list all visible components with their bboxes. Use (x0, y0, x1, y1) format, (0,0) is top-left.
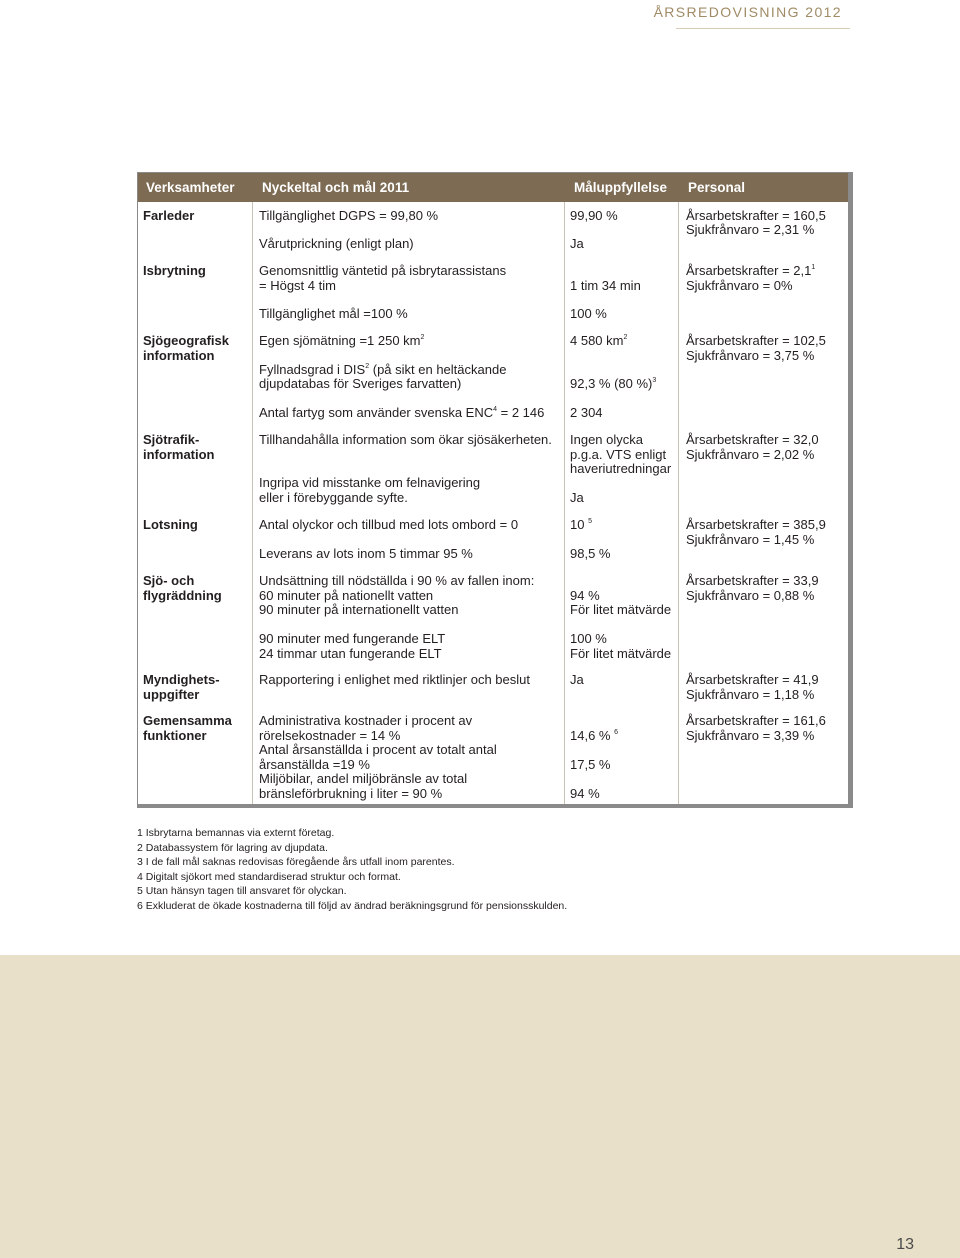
kpi-text: djupdatabas för Sveriges farvatten) (259, 376, 462, 391)
kpi-rest: (på sikt en heltäckande (369, 362, 507, 377)
kpi-text: Vårutprickning (enligt plan) (259, 236, 414, 251)
result-value (570, 377, 656, 392)
result-value: p.g.a. VTS enligt (570, 447, 667, 462)
superscript: 2 (420, 334, 425, 341)
personnel-fte: Årsarbetskrafter = 33,9 (686, 573, 819, 588)
footnote: 4 Digitalt sjökort med standardiserad struktur och format. (137, 870, 401, 883)
personnel-fte (686, 264, 815, 279)
row-label: Sjötrafik- (143, 432, 200, 447)
header-nyckeltal: Nyckeltal och mål 2011 (262, 180, 410, 195)
kpi-text: 60 minuter på nationellt vatten (259, 588, 434, 603)
footnote: 3 I de fall mål saknas redovisas föregående års utfall inom parentes. (137, 856, 455, 869)
kpi-text: årsanställda =19 % (259, 757, 370, 772)
result-value (570, 334, 627, 349)
footnote: 2 Databassystem för lagring av djupdata. (137, 841, 328, 854)
result-value: För litet mätvärde (570, 646, 672, 661)
result-value: 94 % (570, 786, 600, 801)
kpi-text: Antal årsanställda i procent av totalt antal (259, 742, 497, 757)
row-label: Sjögeografisk (143, 333, 229, 348)
kpi-text: Genomsnittlig väntetid på isbrytarassistans (259, 263, 507, 278)
footnote-ref: 1 (811, 264, 816, 271)
footnote-ref: 4 (493, 406, 498, 413)
table-header (138, 173, 848, 202)
result-value: 100 % (570, 631, 607, 646)
result-value: Ja (570, 490, 584, 505)
row-label: Myndighets- (143, 672, 220, 687)
personnel-sickleave: Sjukfrånvaro = 2,02 % (686, 447, 815, 462)
kpi-text: Tillgänglighet mål =100 % (259, 306, 408, 321)
personnel-sickleave: Sjukfrånvaro = 0,88 % (686, 588, 815, 603)
kpi-text: 90 minuter med fungerande ELT (259, 631, 446, 646)
personnel-sickleave: Sjukfrånvaro = 3,39 % (686, 728, 815, 743)
kpi-text (259, 334, 424, 349)
result-value: Ingen olycka (570, 432, 643, 447)
kpi-text: 24 timmar utan fungerande ELT (259, 646, 442, 661)
kpi-text: Administrativa kostnader i procent av (259, 713, 473, 728)
personnel-sickleave: Sjukfrånvaro = 3,75 % (686, 348, 815, 363)
result-value (570, 729, 618, 744)
kpi-table (138, 173, 848, 804)
kpi-text: Leverans av lots inom 5 timmar 95 % (259, 546, 473, 561)
kpi-text: rörelsekostnader = 14 % (259, 728, 401, 743)
result-value: haveriutredningar (570, 461, 672, 476)
personnel-fte: Årsarbetskrafter = 102,5 (686, 333, 826, 348)
result-value: 1 tim 34 min (570, 278, 641, 293)
result-value: 2 304 (570, 405, 603, 420)
column-divider (678, 202, 679, 804)
personnel-fte: Årsarbetskrafter = 161,6 (686, 713, 826, 728)
superscript: 2 (623, 334, 628, 341)
header-rule (676, 28, 850, 29)
result-main: 92,3 % (80 %) (570, 376, 653, 391)
result-main: 14,6 % (570, 728, 611, 743)
kpi-text: Ingripa vid misstanke om felnavigering (259, 475, 481, 490)
kpi-main: Antal fartyg som använder svenska ENC (259, 405, 494, 420)
row-label: Lotsning (143, 517, 198, 532)
personnel-sickleave: Sjukfrånvaro = 1,45 % (686, 532, 815, 547)
kpi-text: Tillhandahålla information som ökar sjösäkerheten. (259, 432, 552, 447)
header-maluppfyllelse: Måluppfyllelse (574, 180, 668, 195)
result-value (570, 518, 592, 533)
result-value: 98,5 % (570, 546, 611, 561)
kpi-text: 90 minuter på internationellt vatten (259, 602, 459, 617)
row-label: Isbrytning (143, 263, 206, 278)
kpi-main: Fyllnadsgrad i DIS (259, 362, 366, 377)
footnote-ref: 5 (588, 518, 592, 525)
footnote: 6 Exkluderat de ökade kostnaderna till följd av ändrad beräkningsgrund för pensionsskulden. (137, 899, 568, 912)
page-number: 13 (896, 1236, 914, 1253)
kpi-text: Undsättning till nödställda i 90 % av fallen inom: (259, 573, 535, 588)
result-value: Ja (570, 672, 584, 687)
footnote-ref: 6 (614, 729, 619, 736)
footnote: 1 Isbrytarna bemannas via externt företag. (137, 827, 335, 839)
column-divider (252, 202, 253, 804)
row-label: funktioner (143, 728, 207, 743)
footer-band (0, 955, 960, 1258)
kpi-text: Rapportering i enlighet med riktlinjer och beslut (259, 672, 530, 687)
footnotes (137, 826, 567, 914)
result-value: För litet mätvärde (570, 602, 672, 617)
kpi-text: eller i förebyggande syfte. (259, 490, 408, 505)
row-label: uppgifter (143, 687, 200, 702)
result-value: Ja (570, 236, 584, 251)
header-personal: Personal (688, 180, 746, 195)
kpi-main: Egen sjömätning =1 250 km (259, 333, 421, 348)
kpi-rest: = 2 146 (497, 405, 545, 420)
header-verksamheter: Verksamheter (146, 180, 235, 195)
result-value: 99,90 % (570, 208, 618, 223)
result-value: 94 % (570, 588, 600, 603)
row-label: Farleder (143, 208, 195, 223)
footnote-ref: 3 (652, 377, 657, 384)
kpi-text (259, 406, 544, 421)
fte-text: Årsarbetskrafter = 2,1 (686, 263, 812, 278)
personnel-sickleave: Sjukfrånvaro = 0% (686, 278, 793, 293)
personnel-sickleave: Sjukfrånvaro = 2,31 % (686, 222, 815, 237)
kpi-text: Antal olyckor och tillbud med lots ombord = 0 (259, 517, 519, 532)
row-label: flygräddning (143, 588, 222, 603)
running-head: ÅRSREDOVISNING 2012 (653, 4, 842, 20)
row-label: information (143, 348, 215, 363)
row-label: information (143, 447, 215, 462)
personnel-fte: Årsarbetskrafter = 385,9 (686, 517, 826, 532)
personnel-fte: Årsarbetskrafter = 41,9 (686, 672, 819, 687)
personnel-sickleave: Sjukfrånvaro = 1,18 % (686, 687, 815, 702)
kpi-text: Tillgänglighet DGPS = 99,80 % (259, 208, 439, 223)
result-main: 4 580 km (570, 333, 624, 348)
kpi-text: = Högst 4 tim (259, 278, 336, 293)
result-value: 17,5 % (570, 757, 611, 772)
row-label: Sjö- och (143, 573, 195, 588)
column-divider (564, 202, 565, 804)
kpi-text: bränsleförbrukning i liter = 90 % (259, 786, 443, 801)
footnote-ref: 2 (365, 363, 370, 370)
footnote: 5 Utan hänsyn tagen till ansvaret för olyckan. (137, 885, 347, 898)
personnel-fte: Årsarbetskrafter = 32,0 (686, 432, 819, 447)
row-label: Gemensamma (143, 713, 232, 728)
result-value: 100 % (570, 306, 607, 321)
personnel-fte: Årsarbetskrafter = 160,5 (686, 208, 826, 223)
result-main: 10 (570, 517, 585, 532)
kpi-text: Miljöbilar, andel miljöbränsle av total (259, 771, 468, 786)
